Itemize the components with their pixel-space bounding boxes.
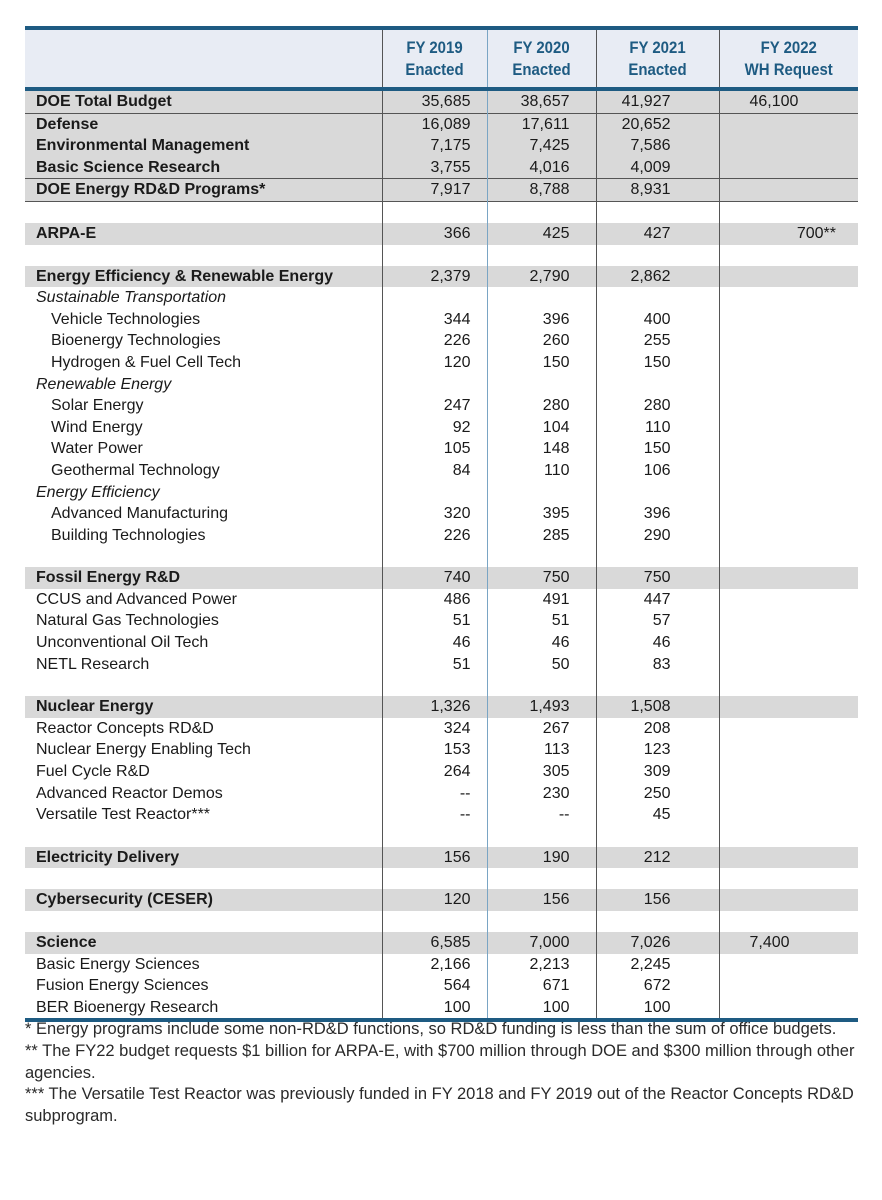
table-row bbox=[25, 417, 858, 439]
header-fy2020-line1: FY 2020 bbox=[513, 37, 570, 57]
table-row bbox=[25, 783, 858, 805]
cell-fy2019: 2,166 bbox=[382, 954, 487, 976]
row-label: Bioenergy Technologies bbox=[51, 332, 221, 350]
header-fy2021 bbox=[603, 28, 711, 89]
table-row bbox=[25, 997, 858, 1021]
row-label: Hydrogen & Fuel Cell Tech bbox=[51, 353, 242, 371]
cell-fy2019 bbox=[382, 911, 487, 932]
cell-fy2019: 92 bbox=[382, 417, 487, 439]
cell-fy2019: 320 bbox=[382, 503, 487, 525]
cell-fy2019 bbox=[382, 482, 487, 504]
table-row bbox=[25, 696, 858, 718]
cell-fy2020: 148 bbox=[487, 438, 596, 460]
header-fy2021-line2: Enacted bbox=[628, 59, 687, 79]
row-label: Wind Energy bbox=[51, 418, 143, 436]
cell-fy2022 bbox=[719, 675, 858, 696]
cell-fy2019: 1,326 bbox=[382, 696, 487, 718]
cell-fy2022 bbox=[719, 954, 858, 976]
row-label: Nuclear Energy bbox=[25, 696, 382, 718]
cell-fy2022 bbox=[719, 482, 858, 504]
table-row bbox=[25, 525, 858, 547]
table-row bbox=[25, 309, 858, 331]
cell-fy2022 bbox=[719, 997, 858, 1021]
table-row bbox=[25, 330, 858, 352]
cell-fy2021 bbox=[596, 201, 719, 223]
table-row bbox=[25, 460, 858, 482]
cell-fy2020: 267 bbox=[487, 718, 596, 740]
row-label: Environmental Management bbox=[25, 135, 382, 157]
cell-fy2019: 2,379 bbox=[382, 266, 487, 288]
cell-fy2022 bbox=[719, 911, 858, 932]
spacer-row bbox=[25, 826, 858, 847]
cell-fy2021: 110 bbox=[596, 417, 719, 439]
cell-fy2019: 35,685 bbox=[382, 89, 487, 113]
cell-fy2020: 8,788 bbox=[487, 179, 596, 202]
row-label bbox=[25, 868, 382, 889]
row-label: BER Bioenergy Research bbox=[25, 997, 382, 1021]
cell-fy2021: 255 bbox=[596, 330, 719, 352]
table-row bbox=[25, 804, 858, 826]
row-label: Solar Energy bbox=[51, 397, 144, 415]
cell-fy2019: 366 bbox=[382, 223, 487, 245]
cell-fy2021: 123 bbox=[596, 739, 719, 761]
cell-fy2020: 395 bbox=[487, 503, 596, 525]
cell-fy2021: 396 bbox=[596, 503, 719, 525]
cell-fy2019: 51 bbox=[382, 654, 487, 676]
cell-fy2019: 740 bbox=[382, 567, 487, 589]
cell-fy2021: 57 bbox=[596, 610, 719, 632]
table-row bbox=[25, 266, 858, 288]
cell-fy2022 bbox=[719, 330, 858, 352]
row-label bbox=[25, 826, 382, 847]
cell-fy2020: 4,016 bbox=[487, 157, 596, 179]
cell-fy2020: 2,213 bbox=[487, 954, 596, 976]
cell-fy2021: 290 bbox=[596, 525, 719, 547]
cell-fy2019 bbox=[382, 374, 487, 396]
row-label: Science bbox=[25, 932, 382, 954]
table-header bbox=[25, 28, 858, 89]
cell-fy2021: 4,009 bbox=[596, 157, 719, 179]
cell-fy2020: 7,000 bbox=[487, 932, 596, 954]
cell-fy2019: 564 bbox=[382, 975, 487, 997]
cell-fy2020: 305 bbox=[487, 761, 596, 783]
row-label: Geothermal Technology bbox=[51, 461, 220, 479]
cell-fy2022 bbox=[719, 201, 858, 223]
cell-fy2020: 260 bbox=[487, 330, 596, 352]
cell-fy2022 bbox=[719, 826, 858, 847]
table-row bbox=[25, 761, 858, 783]
cell-fy2022 bbox=[719, 783, 858, 805]
cell-fy2022 bbox=[719, 868, 858, 889]
cell-fy2021: 156 bbox=[596, 889, 719, 911]
row-label: Fossil Energy R&D bbox=[25, 567, 382, 589]
table-row bbox=[25, 179, 858, 202]
spacer-row bbox=[25, 675, 858, 696]
cell-fy2019: -- bbox=[382, 804, 487, 826]
row-label: NETL Research bbox=[36, 655, 150, 673]
cell-fy2020 bbox=[487, 911, 596, 932]
cell-fy2019: 264 bbox=[382, 761, 487, 783]
cell-fy2022: 7,400 bbox=[719, 932, 858, 954]
cell-fy2022 bbox=[719, 761, 858, 783]
cell-fy2022 bbox=[719, 589, 858, 611]
cell-fy2021: 309 bbox=[596, 761, 719, 783]
cell-fy2019 bbox=[382, 675, 487, 696]
cell-fy2022 bbox=[719, 395, 858, 417]
cell-fy2020: 750 bbox=[487, 567, 596, 589]
cell-fy2021: 2,245 bbox=[596, 954, 719, 976]
cell-fy2021: 1,508 bbox=[596, 696, 719, 718]
cell-fy2020: -- bbox=[487, 804, 596, 826]
cell-fy2020: 2,790 bbox=[487, 266, 596, 288]
cell-fy2021: 280 bbox=[596, 395, 719, 417]
cell-fy2021: 250 bbox=[596, 783, 719, 805]
cell-fy2020: 110 bbox=[487, 460, 596, 482]
table-row bbox=[25, 654, 858, 676]
cell-fy2020: 46 bbox=[487, 632, 596, 654]
cell-fy2019: 7,175 bbox=[382, 135, 487, 157]
table-row bbox=[25, 567, 858, 589]
cell-fy2019: 156 bbox=[382, 847, 487, 869]
cell-fy2021: 2,862 bbox=[596, 266, 719, 288]
cell-fy2021: 20,652 bbox=[596, 113, 719, 135]
cell-fy2019: 226 bbox=[382, 330, 487, 352]
table-body bbox=[25, 89, 858, 1020]
cell-fy2020: 280 bbox=[487, 395, 596, 417]
table-row bbox=[25, 847, 858, 869]
cell-fy2021: 750 bbox=[596, 567, 719, 589]
cell-fy2020 bbox=[487, 482, 596, 504]
cell-fy2021: 427 bbox=[596, 223, 719, 245]
cell-fy2019: 51 bbox=[382, 610, 487, 632]
cell-fy2019: 6,585 bbox=[382, 932, 487, 954]
cell-fy2021 bbox=[596, 675, 719, 696]
header-blank bbox=[25, 28, 382, 89]
row-label: Renewable Energy bbox=[36, 375, 172, 393]
row-label: Energy Efficiency & Renewable Energy bbox=[25, 266, 382, 288]
row-label: Energy Efficiency bbox=[36, 483, 160, 501]
cell-fy2022 bbox=[719, 696, 858, 718]
cell-fy2021 bbox=[596, 482, 719, 504]
cell-fy2022 bbox=[719, 438, 858, 460]
spacer-row bbox=[25, 911, 858, 932]
spacer-row bbox=[25, 201, 858, 223]
cell-fy2020: 396 bbox=[487, 309, 596, 331]
cell-fy2020 bbox=[487, 826, 596, 847]
row-label: Fusion Energy Sciences bbox=[36, 977, 209, 995]
spacer-row bbox=[25, 868, 858, 889]
cell-fy2022 bbox=[719, 135, 858, 157]
cell-fy2022 bbox=[719, 718, 858, 740]
cell-fy2019: 324 bbox=[382, 718, 487, 740]
row-label bbox=[25, 546, 382, 567]
cell-fy2021 bbox=[596, 374, 719, 396]
table-row bbox=[25, 889, 858, 911]
cell-fy2019: 247 bbox=[382, 395, 487, 417]
cell-fy2021 bbox=[596, 826, 719, 847]
cell-fy2020: 285 bbox=[487, 525, 596, 547]
spacer-row bbox=[25, 245, 858, 266]
cell-fy2021 bbox=[596, 245, 719, 266]
table-row bbox=[25, 932, 858, 954]
table-row bbox=[25, 157, 858, 179]
cell-fy2022 bbox=[719, 245, 858, 266]
row-label: Basic Science Research bbox=[25, 157, 382, 179]
cell-fy2021: 41,927 bbox=[596, 89, 719, 113]
row-label: Water Power bbox=[51, 440, 143, 458]
table-row bbox=[25, 975, 858, 997]
cell-fy2022 bbox=[719, 889, 858, 911]
cell-fy2021 bbox=[596, 287, 719, 309]
cell-fy2019: 153 bbox=[382, 739, 487, 761]
cell-fy2021: 447 bbox=[596, 589, 719, 611]
cell-fy2022 bbox=[719, 847, 858, 869]
cell-fy2021: 212 bbox=[596, 847, 719, 869]
cell-fy2022 bbox=[719, 975, 858, 997]
budget-table bbox=[25, 26, 858, 1022]
cell-fy2022 bbox=[719, 417, 858, 439]
row-label: Building Technologies bbox=[51, 526, 206, 544]
cell-fy2019: 46 bbox=[382, 632, 487, 654]
cell-fy2022 bbox=[719, 287, 858, 309]
row-label: Fuel Cycle R&D bbox=[36, 763, 150, 781]
table-row bbox=[25, 438, 858, 460]
cell-fy2022 bbox=[719, 546, 858, 567]
table-row bbox=[25, 352, 858, 374]
cell-fy2021: 46 bbox=[596, 632, 719, 654]
table-row bbox=[25, 589, 858, 611]
row-label: Versatile Test Reactor*** bbox=[36, 806, 211, 824]
table-row bbox=[25, 718, 858, 740]
cell-fy2021: 150 bbox=[596, 352, 719, 374]
row-label: CCUS and Advanced Power bbox=[36, 590, 237, 608]
row-label: Advanced Reactor Demos bbox=[36, 784, 223, 802]
cell-fy2020: 425 bbox=[487, 223, 596, 245]
cell-fy2021: 8,931 bbox=[596, 179, 719, 202]
header-fy2020 bbox=[494, 28, 590, 89]
cell-fy2022 bbox=[719, 503, 858, 525]
cell-fy2022 bbox=[719, 460, 858, 482]
table-row bbox=[25, 610, 858, 632]
cell-fy2020: 7,425 bbox=[487, 135, 596, 157]
table-row bbox=[25, 503, 858, 525]
header-fy2019-line2: Enacted bbox=[405, 59, 464, 79]
cell-fy2022 bbox=[719, 804, 858, 826]
cell-fy2022 bbox=[719, 525, 858, 547]
cell-fy2021: 106 bbox=[596, 460, 719, 482]
row-label: Cybersecurity (CESER) bbox=[25, 889, 382, 911]
header-fy2022 bbox=[727, 28, 849, 89]
cell-fy2022 bbox=[719, 309, 858, 331]
cell-fy2020 bbox=[487, 675, 596, 696]
cell-fy2020: 113 bbox=[487, 739, 596, 761]
cell-fy2022 bbox=[719, 374, 858, 396]
cell-fy2021 bbox=[596, 911, 719, 932]
header-fy2020-line2: Enacted bbox=[512, 59, 571, 79]
cell-fy2019 bbox=[382, 201, 487, 223]
cell-fy2019 bbox=[382, 826, 487, 847]
cell-fy2022 bbox=[719, 567, 858, 589]
cell-fy2022 bbox=[719, 610, 858, 632]
cell-fy2019: 344 bbox=[382, 309, 487, 331]
spacer-row bbox=[25, 546, 858, 567]
cell-fy2019 bbox=[382, 245, 487, 266]
table-row bbox=[25, 739, 858, 761]
cell-fy2019: 7,917 bbox=[382, 179, 487, 202]
row-label bbox=[25, 201, 382, 223]
cell-fy2020: 230 bbox=[487, 783, 596, 805]
header-fy2019-line1: FY 2019 bbox=[406, 37, 463, 57]
cell-fy2020 bbox=[487, 374, 596, 396]
row-label: Basic Energy Sciences bbox=[36, 955, 200, 973]
cell-fy2022 bbox=[719, 157, 858, 179]
row-label: Unconventional Oil Tech bbox=[36, 634, 209, 652]
cell-fy2022 bbox=[719, 632, 858, 654]
cell-fy2021 bbox=[596, 868, 719, 889]
row-label: Sustainable Transportation bbox=[36, 289, 227, 307]
row-label: ARPA-E bbox=[25, 223, 382, 245]
cell-fy2020: 104 bbox=[487, 417, 596, 439]
cell-fy2019: 120 bbox=[382, 352, 487, 374]
cell-fy2022 bbox=[719, 266, 858, 288]
cell-fy2020 bbox=[487, 245, 596, 266]
cell-fy2019: 105 bbox=[382, 438, 487, 460]
budget-table-container bbox=[25, 26, 858, 1022]
cell-fy2019: 84 bbox=[382, 460, 487, 482]
row-label: DOE Total Budget bbox=[25, 89, 382, 113]
table-row bbox=[25, 287, 858, 309]
header-fy2019 bbox=[388, 28, 480, 89]
row-label: Reactor Concepts RD&D bbox=[36, 719, 214, 737]
cell-fy2021 bbox=[596, 546, 719, 567]
cell-fy2021: 45 bbox=[596, 804, 719, 826]
row-label: Nuclear Energy Enabling Tech bbox=[36, 741, 251, 759]
cell-fy2019: 16,089 bbox=[382, 113, 487, 135]
cell-fy2021: 100 bbox=[596, 997, 719, 1021]
row-label: Advanced Manufacturing bbox=[51, 505, 228, 523]
cell-fy2019: 3,755 bbox=[382, 157, 487, 179]
cell-fy2019 bbox=[382, 287, 487, 309]
row-label bbox=[25, 245, 382, 266]
cell-fy2020: 491 bbox=[487, 589, 596, 611]
row-label bbox=[25, 675, 382, 696]
header-fy2022-line2: WH Request bbox=[744, 59, 833, 79]
cell-fy2020: 17,611 bbox=[487, 113, 596, 135]
cell-fy2022 bbox=[719, 352, 858, 374]
table-row bbox=[25, 632, 858, 654]
cell-fy2019: 486 bbox=[382, 589, 487, 611]
row-label bbox=[25, 911, 382, 932]
cell-fy2019: 120 bbox=[382, 889, 487, 911]
cell-fy2020: 150 bbox=[487, 352, 596, 374]
table-row bbox=[25, 374, 858, 396]
cell-fy2020: 671 bbox=[487, 975, 596, 997]
footnote-1: * Energy programs include some non-RD&D functions, so RD&D funding is less than the sum of office budgets. bbox=[25, 1020, 837, 1038]
cell-fy2020 bbox=[487, 868, 596, 889]
cell-fy2022 bbox=[719, 739, 858, 761]
cell-fy2022 bbox=[719, 113, 858, 135]
cell-fy2021: 400 bbox=[596, 309, 719, 331]
row-label: DOE Energy RD&D Programs* bbox=[25, 179, 382, 202]
cell-fy2019: 226 bbox=[382, 525, 487, 547]
cell-fy2019: -- bbox=[382, 783, 487, 805]
table-row bbox=[25, 395, 858, 417]
footnotes bbox=[25, 1019, 858, 1128]
header-fy2022-line1: FY 2022 bbox=[760, 37, 817, 57]
cell-fy2022: 46,100 bbox=[719, 89, 858, 113]
cell-fy2020: 1,493 bbox=[487, 696, 596, 718]
cell-fy2021: 83 bbox=[596, 654, 719, 676]
cell-fy2020 bbox=[487, 287, 596, 309]
table-row bbox=[25, 113, 858, 135]
cell-fy2021: 208 bbox=[596, 718, 719, 740]
cell-fy2019 bbox=[382, 868, 487, 889]
cell-fy2020 bbox=[487, 201, 596, 223]
cell-fy2020: 38,657 bbox=[487, 89, 596, 113]
cell-fy2021: 672 bbox=[596, 975, 719, 997]
cell-fy2020 bbox=[487, 546, 596, 567]
table-row bbox=[25, 223, 858, 245]
cell-fy2020: 100 bbox=[487, 997, 596, 1021]
table-row bbox=[25, 954, 858, 976]
cell-fy2021: 7,026 bbox=[596, 932, 719, 954]
cell-fy2020: 50 bbox=[487, 654, 596, 676]
table-row bbox=[25, 482, 858, 504]
footnote-3: *** The Versatile Test Reactor was previously funded in FY 2018 and FY 2019 out of the Reactor Concepts RD&D subprogram. bbox=[25, 1085, 854, 1126]
cell-fy2020: 156 bbox=[487, 889, 596, 911]
cell-fy2021: 150 bbox=[596, 438, 719, 460]
cell-fy2022 bbox=[719, 179, 858, 202]
cell-fy2022 bbox=[719, 654, 858, 676]
cell-fy2020: 190 bbox=[487, 847, 596, 869]
header-fy2021-line1: FY 2021 bbox=[629, 37, 686, 57]
cell-fy2022: 700** bbox=[719, 223, 858, 245]
table-row bbox=[25, 135, 858, 157]
row-label: Natural Gas Technologies bbox=[36, 612, 219, 630]
row-label: Defense bbox=[25, 113, 382, 135]
cell-fy2020: 51 bbox=[487, 610, 596, 632]
row-label: Electricity Delivery bbox=[25, 847, 382, 869]
table-row bbox=[25, 89, 858, 113]
footnote-2: ** The FY22 budget requests $1 billion for ARPA-E, with $700 million through DOE and $300 million through other agencies. bbox=[25, 1041, 855, 1082]
row-label: Vehicle Technologies bbox=[51, 310, 201, 328]
cell-fy2019: 100 bbox=[382, 997, 487, 1021]
cell-fy2019 bbox=[382, 546, 487, 567]
cell-fy2021: 7,586 bbox=[596, 135, 719, 157]
